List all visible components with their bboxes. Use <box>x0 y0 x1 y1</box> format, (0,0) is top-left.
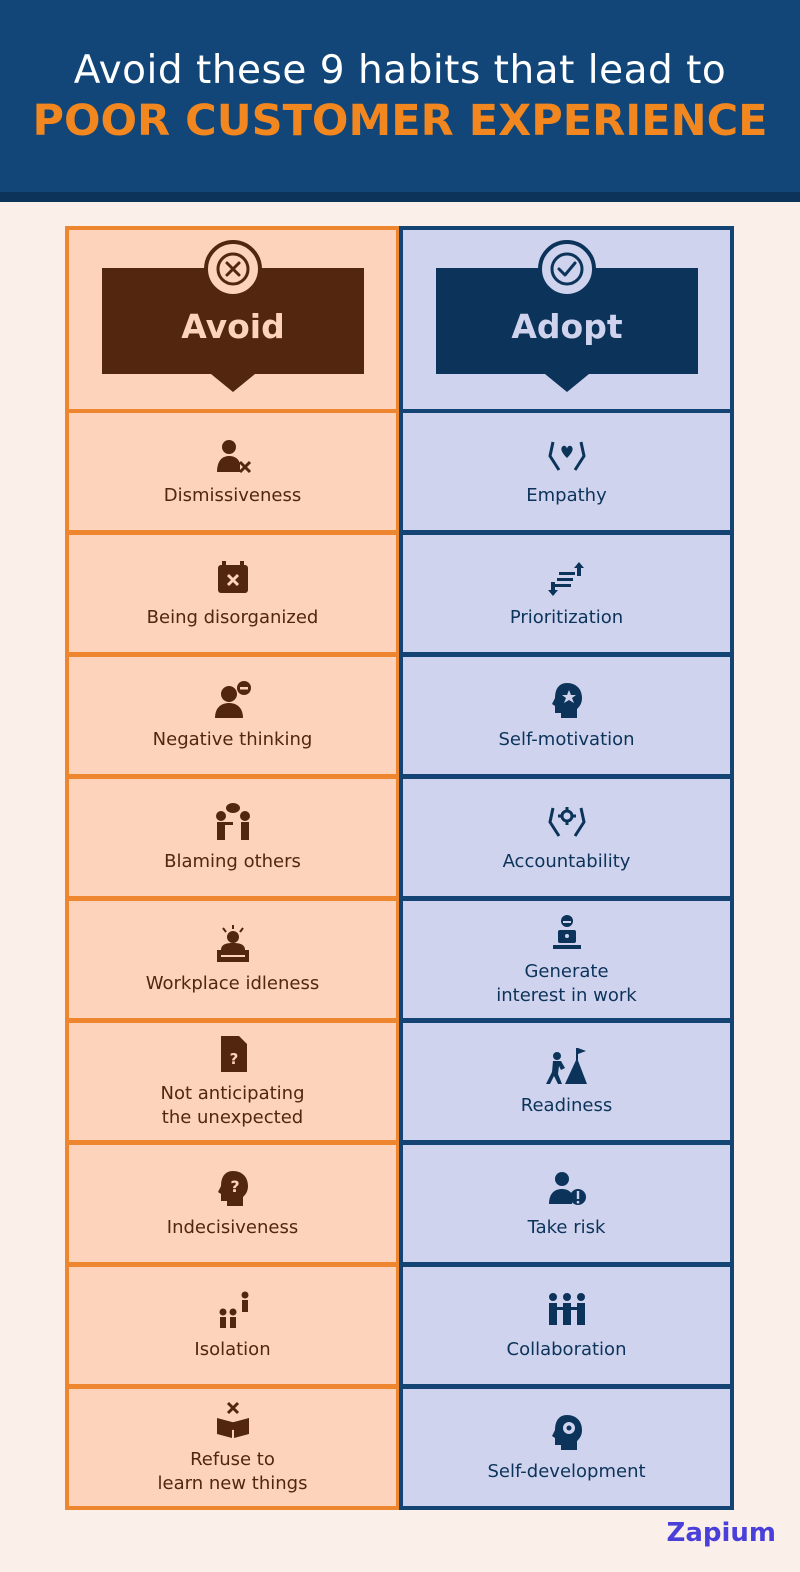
adopt-label: Adopt <box>511 306 623 346</box>
head-gear-icon <box>547 1412 587 1452</box>
avoid-header-cell <box>65 226 400 413</box>
adopt-item-accountability <box>399 775 734 900</box>
item-label: Self-motivation <box>498 728 635 750</box>
person-laptop-icon <box>547 912 587 952</box>
book-x-icon <box>213 1400 253 1440</box>
svg-text:?: ? <box>229 1176 240 1196</box>
head-star-icon <box>547 680 587 720</box>
hands-gear-icon <box>547 802 587 842</box>
adopt-item-self-motivation <box>399 653 734 778</box>
check-circle-icon <box>538 240 596 298</box>
item-label: Not anticipating the unexpected <box>160 1082 305 1128</box>
avoid-item-indecisiveness <box>65 1141 400 1266</box>
avoid-column <box>65 226 400 1510</box>
item-label: Indecisiveness <box>166 1216 299 1238</box>
item-label: Prioritization <box>509 606 624 628</box>
avoid-item-blaming-others <box>65 775 400 900</box>
item-label: Accountability <box>502 850 631 872</box>
item-label: Readiness <box>520 1094 613 1116</box>
sort-arrows-icon <box>547 558 587 598</box>
x-circle-icon <box>204 240 262 298</box>
document-question-icon <box>215 1034 251 1074</box>
adopt-item-prioritization <box>399 531 734 656</box>
person-x-icon <box>213 436 253 476</box>
avoid-item-idleness <box>65 897 400 1022</box>
avoid-item-not-anticipating <box>65 1019 400 1144</box>
item-label: Workplace idleness <box>145 972 320 994</box>
adopt-item-readiness <box>399 1019 734 1144</box>
adopt-item-take-risk <box>399 1141 734 1266</box>
person-alert-icon <box>547 1168 587 1208</box>
item-label: Generate interest in work <box>496 960 637 1006</box>
head-question-icon <box>213 1168 253 1208</box>
adopt-item-generate-interest <box>399 897 734 1022</box>
avoid-item-negative-thinking <box>65 653 400 778</box>
item-label: Empathy <box>526 484 607 506</box>
item-label: Dismissiveness <box>163 484 302 506</box>
avoid-item-dismissiveness <box>65 409 400 534</box>
item-label: Being disorganized <box>146 606 319 628</box>
title-line1: Avoid these 9 habits that lead to <box>73 48 727 93</box>
item-label: Take risk <box>527 1216 606 1238</box>
avoid-item-isolation <box>65 1263 400 1388</box>
item-label: Negative thinking <box>152 728 313 750</box>
person-minus-icon <box>213 680 253 720</box>
idle-worker-icon <box>213 924 253 964</box>
item-label: Isolation <box>194 1338 271 1360</box>
avoid-item-disorganized <box>65 531 400 656</box>
item-label: Collaboration <box>506 1338 627 1360</box>
hands-heart-icon <box>547 436 587 476</box>
svg-text:?: ? <box>229 1049 238 1068</box>
adopt-banner-arrow <box>545 374 589 392</box>
adopt-header-cell <box>399 226 734 413</box>
title-line2: POOR CUSTOMER EXPERIENCE <box>32 96 768 146</box>
team-icon <box>545 1290 589 1330</box>
item-label: Self-development <box>487 1460 646 1482</box>
header-banner <box>0 0 800 202</box>
item-label: Refuse to learn new things <box>157 1448 308 1494</box>
brand-logo: Zapium <box>666 1518 776 1548</box>
item-label: Blaming others <box>164 850 301 872</box>
avoid-banner-arrow <box>211 374 255 392</box>
climber-flag-icon <box>545 1046 589 1086</box>
avoid-item-refuse-to-learn <box>65 1385 400 1510</box>
isolated-person-icon <box>213 1290 253 1330</box>
adopt-item-collaboration <box>399 1263 734 1388</box>
people-argue-icon <box>211 802 255 842</box>
adopt-column <box>399 226 734 1510</box>
avoid-label: Avoid <box>181 306 285 346</box>
adopt-item-self-development <box>399 1385 734 1510</box>
calendar-x-icon <box>213 558 253 598</box>
adopt-item-empathy <box>399 409 734 534</box>
